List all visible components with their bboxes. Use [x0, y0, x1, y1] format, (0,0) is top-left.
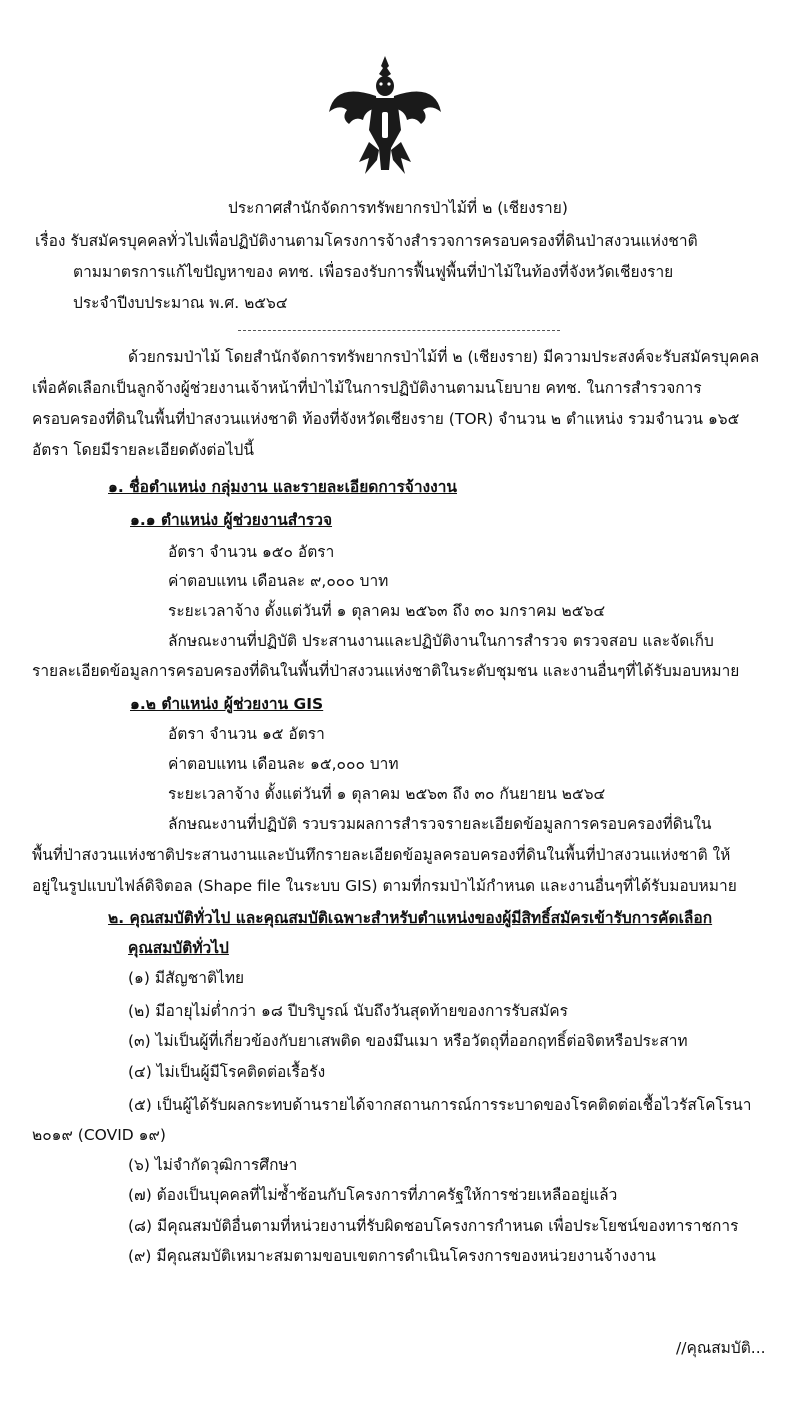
- qualification-item: (๔) ไม่เป็นผู้มีโรคติดต่อเรื้อรัง: [128, 1063, 326, 1081]
- qualification-item: (๑) มีสัญชาติไทย: [128, 969, 245, 987]
- position-1-duty-1: ลักษณะงานที่ปฏิบัติ ประสานงานและปฏิบัติงานในการสำรวจ ตรวจสอบ และจัดเก็บ: [168, 632, 714, 650]
- qualification-item: (๘) มีคุณสมบัติอื่นตามที่หน่วยงานที่รับผิดชอบโครงการกำหนด เพื่อประโยชน์ของทาราชการ: [128, 1217, 739, 1235]
- position-2-duty-2: พื้นที่ป่าสงวนแห่งชาติประสานงานและบันทึกรายละเอียดข้อมูลครอบครองที่ดินในพื้นที่ป่าสงวนแห่งชาติ ให้: [32, 846, 731, 864]
- position-1-rate: อัตรา จำนวน ๑๕๐ อัตรา: [168, 543, 335, 561]
- qualification-item: (๒) มีอายุไม่ต่ำกว่า ๑๘ ปีบริบูรณ์ นับถึงวันสุดท้ายของการรับสมัคร: [128, 1002, 568, 1020]
- section-2-heading: ๒. คุณสมบัติทั่วไป และคุณสมบัติเฉพาะสำหรับตำแหน่งของผู้มีสิทธิ์สมัครเข้ารับการคัดเลือก: [108, 909, 713, 927]
- position-2-duty-3: อยู่ในรูปแบบไฟล์ดิจิตอล (Shape file ในระบบ GIS) ตามที่กรมป่าไม้กำหนด และงานอื่นๆที่ได้รับมอบหมาย: [32, 877, 737, 895]
- intro-line-4: อัตรา โดยมีรายละเอียดดังต่อไปนี้: [32, 441, 254, 459]
- qualification-item: (๖) ไม่จำกัดวุฒิการศึกษา: [128, 1156, 298, 1174]
- position-2-pay: ค่าตอบแทน เดือนละ ๑๕,๐๐๐ บาท: [168, 755, 399, 773]
- qualification-item: (๓) ไม่เป็นผู้ที่เกี่ยวข้องกับยาเสพติด ของมึนเมา หรือวัตถุที่ออกฤทธิ์ต่อจิตหรือประสาท: [128, 1032, 688, 1050]
- qualification-item: (๕) เป็นผู้ได้รับผลกระทบด้านรายได้จากสถานการณ์การระบาดของโรคติดต่อเชื้อไวรัสโคโรนา: [128, 1096, 752, 1114]
- position-2-duty-1: ลักษณะงานที่ปฏิบัติ รวบรวมผลการสำรวจรายละเอียดข้อมูลการครอบครองที่ดินใน: [168, 815, 712, 833]
- position-2-period: ระยะเวลาจ้าง ตั้งแต่วันที่ ๑ ตุลาคม ๒๕๖๓ ถึง ๓๐ กันยายน ๒๕๖๔: [168, 785, 606, 803]
- position-2-rate: อัตรา จำนวน ๑๕ อัตรา: [168, 725, 325, 743]
- qualification-item: (๙) มีคุณสมบัติเหมาะสมตามขอบเขตการดำเนินโครงการของหน่วยงานจ้างงาน: [128, 1247, 656, 1265]
- position-1-duty-2: รายละเอียดข้อมูลการครอบครองที่ดินในพื้นที่ป่าสงวนแห่งชาติในระดับชุมชน และงานอื่นๆที่ได้รับมอบหมาย: [32, 662, 740, 680]
- position-1-pay: ค่าตอบแทน เดือนละ ๙,๐๐๐ บาท: [168, 572, 389, 590]
- intro-line-1: ด้วยกรมป่าไม้ โดยสำนักจัดการทรัพยากรป่าไม้ที่ ๒ (เชียงราย) มีความประสงค์จะรับสมัครบุคคล: [128, 348, 760, 366]
- separator-rule: [238, 330, 560, 331]
- agency-title: ประกาศสำนักจัดการทรัพยากรป่าไม้ที่ ๒ (เชียงราย): [228, 199, 568, 217]
- position-1-period: ระยะเวลาจ้าง ตั้งแต่วันที่ ๑ ตุลาคม ๒๕๖๓ ถึง ๓๐ มกราคม ๒๕๖๔: [168, 602, 606, 620]
- position-1-title: ๑.๑ ตำแหน่ง ผู้ช่วยงานสำรวจ: [130, 511, 333, 529]
- intro-line-3: ครอบครองที่ดินในพื้นที่ป่าสงวนแห่งชาติ ท้องที่จังหวัดเชียงราย (TOR) จำนวน ๒ ตำแหน่ง รวมจำนวน ๑๖๕: [32, 410, 740, 428]
- subject-line-1: เรื่อง รับสมัครบุคคลทั่วไปเพื่อปฏิบัติงานตามโครงการจ้างสำรวจการครอบครองที่ดินป่าสงวนแห่งชาติ: [35, 232, 698, 250]
- intro-line-2: เพื่อคัดเลือกเป็นลูกจ้างผู้ช่วยงานเจ้าหน้าที่ป่าไม้ในการปฏิบัติงานตามนโยบาย คทช. ในการสำรวจการ: [32, 379, 702, 397]
- garuda-emblem: [325, 52, 445, 182]
- qualification-item: (๗) ต้องเป็นบุคคลที่ไม่ซ้ำซ้อนกับโครงการที่ภาครัฐให้การช่วยเหลืออยู่แล้ว: [128, 1186, 618, 1204]
- subject-line-3: ประจำปีงบประมาณ พ.ศ. ๒๕๖๔: [73, 294, 288, 312]
- position-2-title: ๑.๒ ตำแหน่ง ผู้ช่วยงาน GIS: [130, 695, 324, 713]
- continued-marker: //คุณสมบัติ...: [676, 1339, 766, 1357]
- general-qualifications-heading: คุณสมบัติทั่วไป: [128, 939, 229, 957]
- qualification-item-continuation: ๒๐๑๙ (COVID ๑๙): [32, 1126, 166, 1144]
- section-1-heading: ๑. ชื่อตำแหน่ง กลุ่มงาน และรายละเอียดการจ้างงาน: [108, 478, 457, 496]
- subject-line-2: ตามมาตรการแก้ไขปัญหาของ คทช. เพื่อรองรับการฟื้นฟูพื้นที่ป่าไม้ในท้องที่จังหวัดเชียงราย: [73, 263, 674, 281]
